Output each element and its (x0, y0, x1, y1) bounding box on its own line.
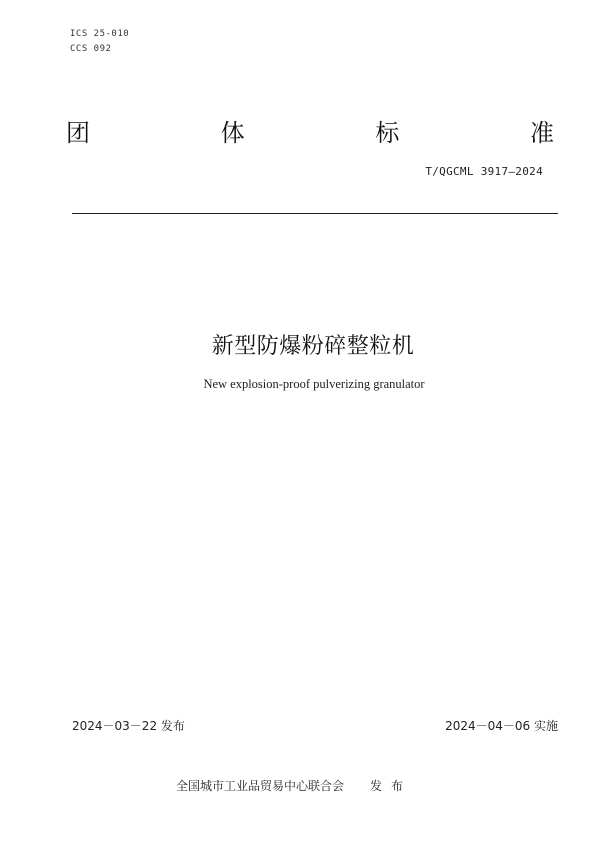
publisher-line (176, 777, 412, 794)
standard-number: T/QGCML 3917—2024 (425, 165, 543, 178)
implementation-date: 2024－04－06 实施 (445, 719, 558, 733)
publisher-name: 全国城市工业品贸易中心联合会 (176, 779, 345, 793)
doc-type-char: 标 (375, 119, 400, 147)
header-divider (72, 213, 558, 214)
issue-date: 2024－03－22 发布 (72, 719, 185, 733)
ics-code: ICS 25-010 (70, 29, 130, 39)
standard-title-english: New explosion-proof pulverizing granulator (203, 377, 425, 391)
ccs-code: CCS 092 (70, 44, 112, 54)
doc-type-char: 准 (529, 119, 554, 147)
document-type-heading (66, 113, 554, 148)
doc-type-char: 体 (220, 119, 245, 147)
standard-title-chinese: 新型防爆粉碎整粒机 (211, 334, 415, 359)
doc-type-char: 团 (66, 119, 90, 147)
publish-action: 发布 (370, 779, 413, 793)
